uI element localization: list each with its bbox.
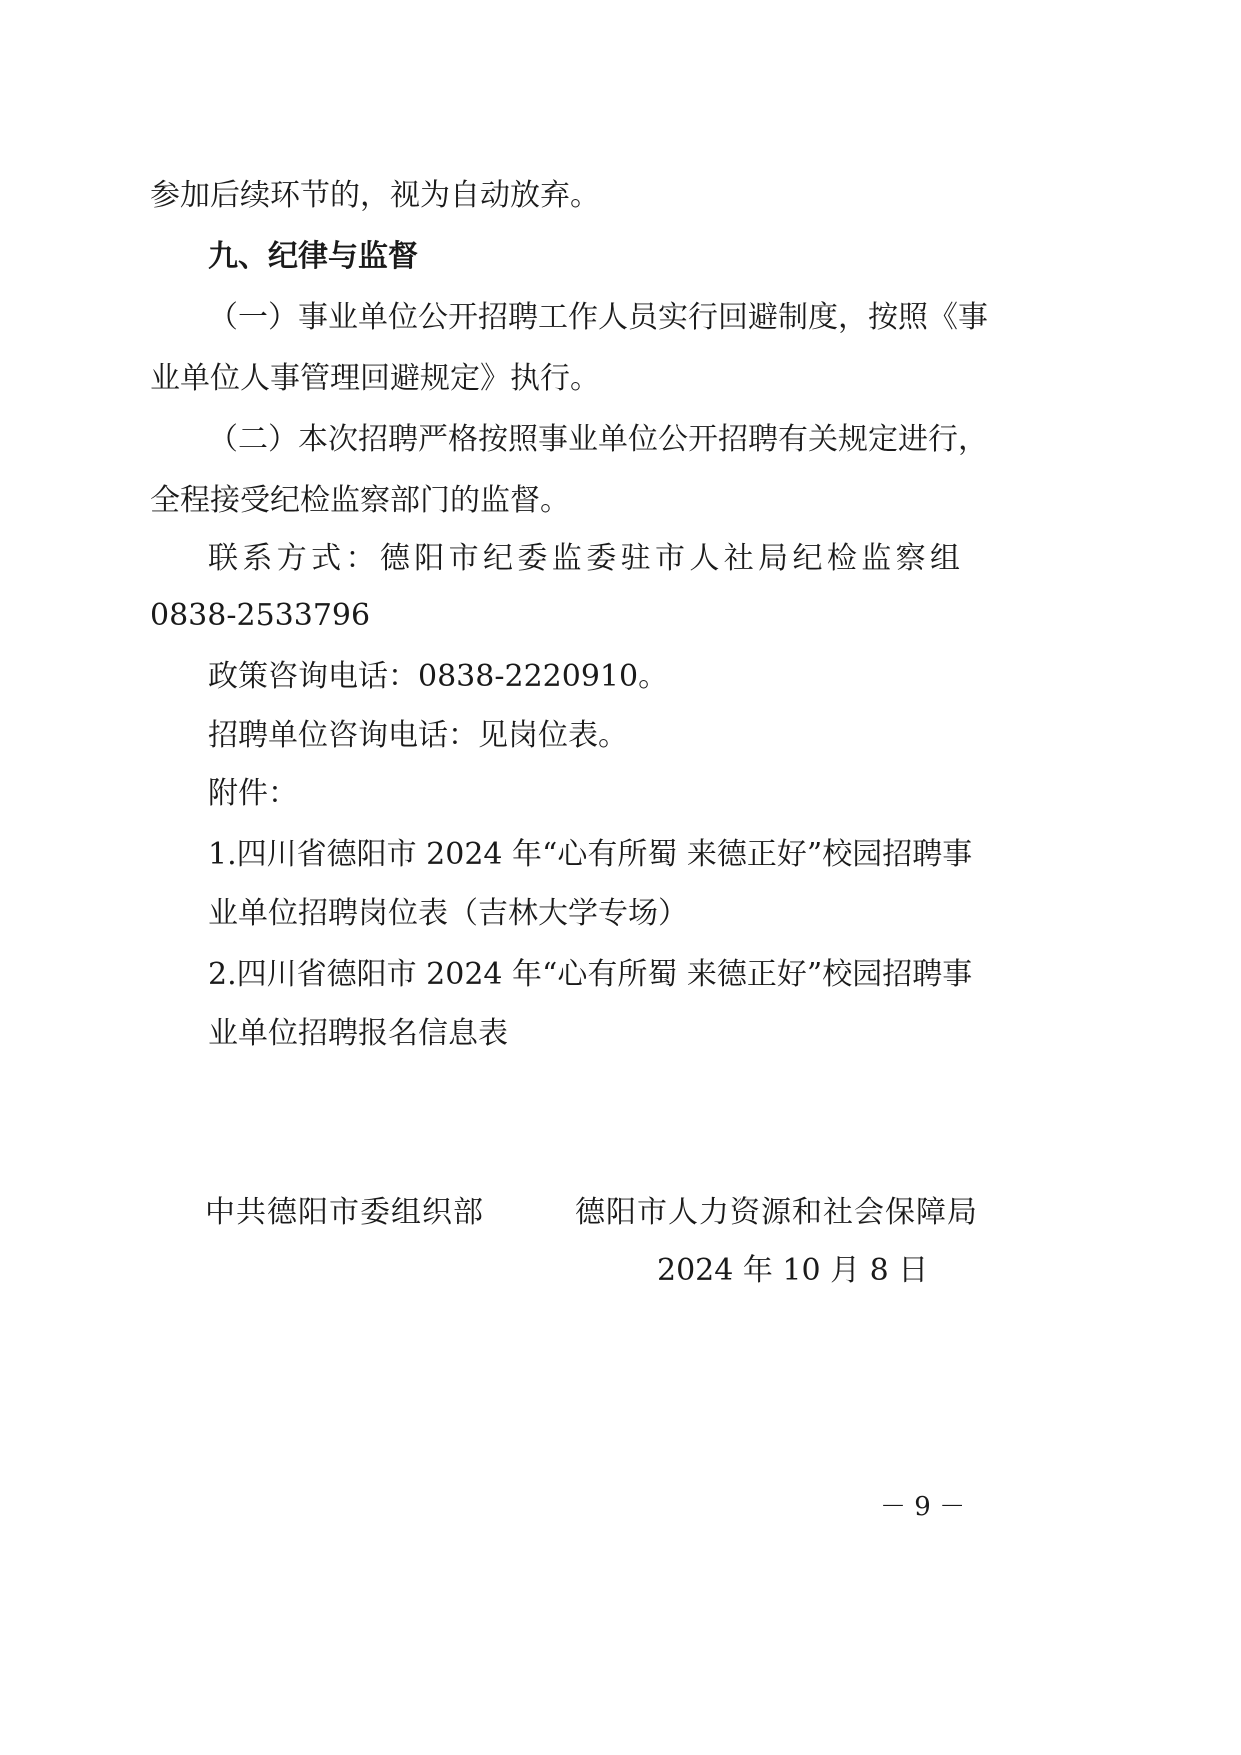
attachment1-line1: 1.四川省德阳市 2024 年“心有所蜀 来德正好”校园招聘事 xyxy=(208,837,973,872)
section-heading: 九、纪律与监督 xyxy=(208,239,418,274)
attachment2-line1: 2.四川省德阳市 2024 年“心有所蜀 来德正好”校园招聘事 xyxy=(208,957,973,992)
signature-date: 2024 年 10 月 8 日 xyxy=(657,1253,929,1288)
contact-line1: 联系方式：德阳市纪委监委驻市人社局纪检监察组 xyxy=(208,541,960,576)
unit-phone: 招聘单位咨询电话：见岗位表。 xyxy=(208,718,628,753)
signature-org1: 中共德阳市委组织部 xyxy=(205,1195,484,1230)
item1-line1: （一）事业单位公开招聘工作人员实行回避制度，按照《事 xyxy=(208,300,988,335)
item2-line2: 全程接受纪检监察部门的监督。 xyxy=(150,483,570,518)
attachment1-line2: 业单位招聘岗位表（吉林大学专场） xyxy=(208,896,688,931)
attachment2-line2: 业单位招聘报名信息表 xyxy=(208,1016,508,1051)
policy-phone: 政策咨询电话：0838-2220910。 xyxy=(208,659,669,694)
attachments-label: 附件： xyxy=(208,776,298,811)
signature-org2: 德阳市人力资源和社会保障局 xyxy=(575,1195,978,1230)
continuation-text: 参加后续环节的，视为自动放弃。 xyxy=(150,178,600,213)
item2-line1: （二）本次招聘严格按照事业单位公开招聘有关规定进行， xyxy=(208,422,988,457)
contact-phone: 0838-2533796 xyxy=(150,598,371,633)
item1-line2: 业单位人事管理回避规定》执行。 xyxy=(150,361,600,396)
page-number: － 9 － xyxy=(880,1492,966,1522)
